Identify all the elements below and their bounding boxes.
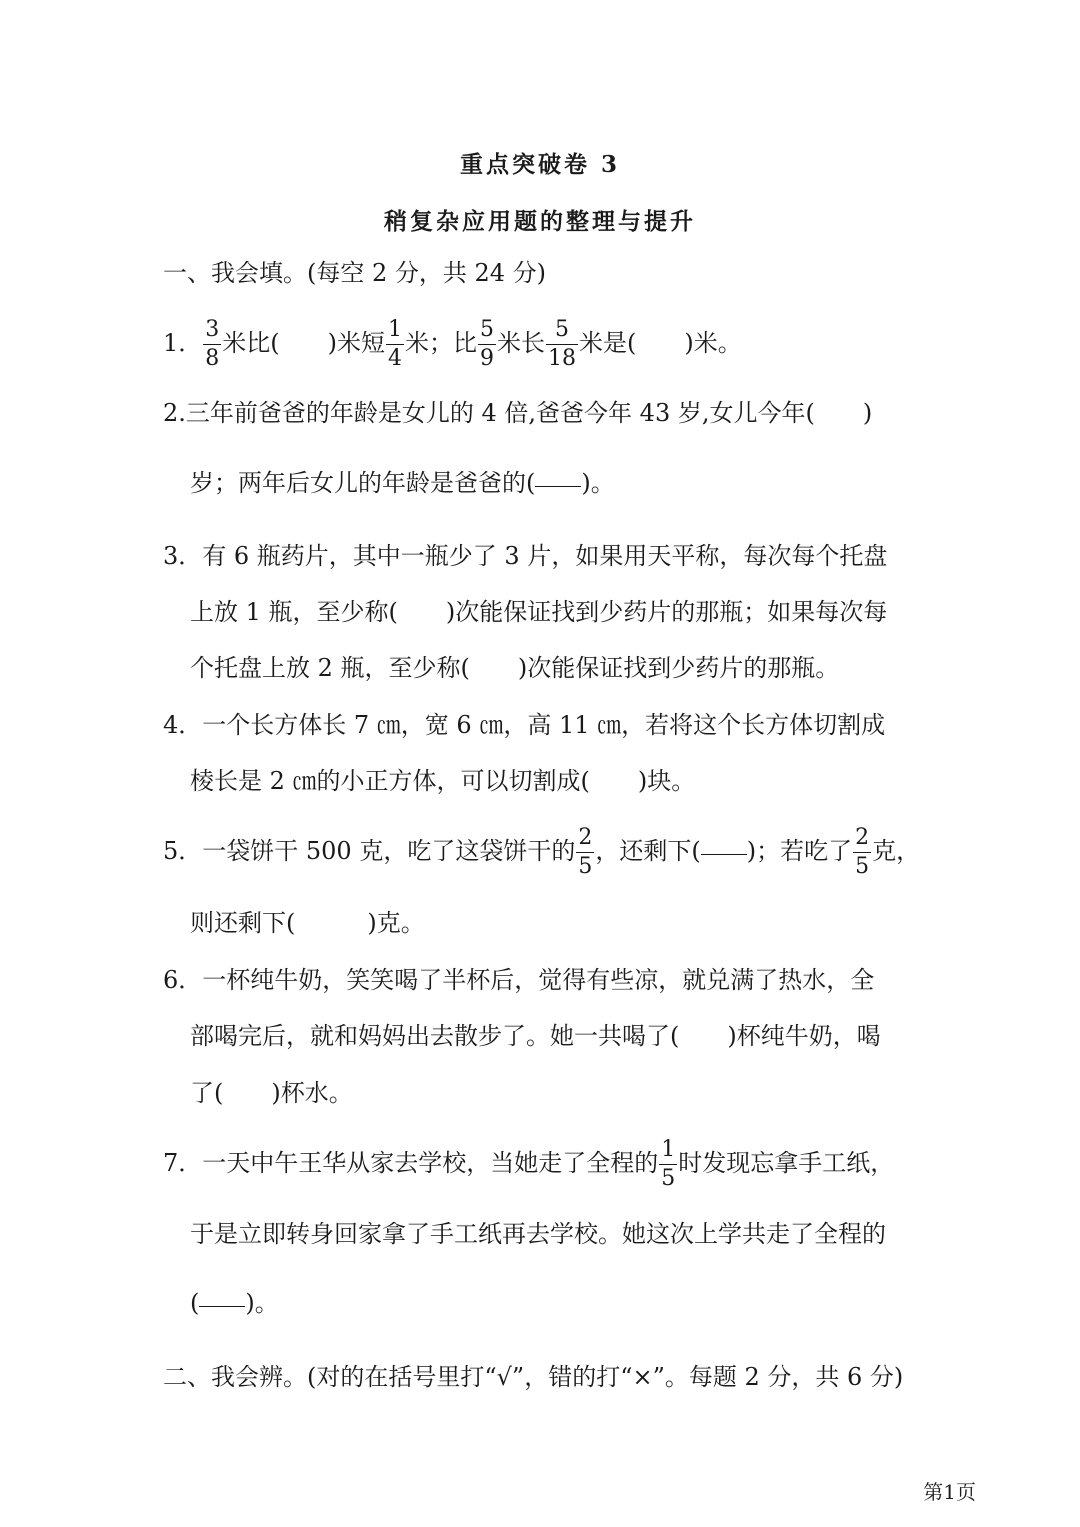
question-3-line-3: 个托盘上放 2 瓶，至少称( )次能保证找到少药片的那瓶。 (190, 654, 840, 682)
fraction: $\frac{1}{5}$ (661, 1137, 676, 1191)
question-number: 1． (163, 329, 203, 357)
question-1 (163, 314, 742, 372)
fraction: $\frac{2}{5}$ (578, 825, 593, 879)
question-4-line-2: 棱长是 2 ㎝的小正方体，可以切割成( )块。 (190, 767, 696, 795)
question-7-line-3: ( )。 (190, 1288, 279, 1320)
section-1-heading: 一、我会填。(每空 2 分，共 24 分) (163, 259, 547, 287)
question-7-line-1: 7．一天中午王华从家去学校，当她走了全程的 $\frac{1}{5}$ 时发现忘拿手工纸， (163, 1137, 895, 1191)
section-2-heading: 二、我会辨。(对的在括号里打“√”，错的打“×”。每题 2 分，共 6 分) (163, 1363, 904, 1391)
question-2-line-1: 2.三年前爸爸的年龄是女儿的 4 倍,爸爸今年 43 岁,女儿今年( ) (163, 399, 873, 427)
question-6-line-1: 6．一杯纯牛奶，笑笑喝了半杯后，觉得有些凉，就兑满了热水，全 (163, 966, 875, 994)
question-6-line-2: 部喝完后，就和妈妈出去散步了。她一共喝了( )杯纯牛奶，喝 (190, 1022, 881, 1050)
fraction-answer-blank (535, 470, 581, 500)
question-3-line-2: 上放 1 瓶，至少称( )次能保证找到少药片的那瓶；如果每次每 (190, 598, 888, 626)
question-text: 米长 (497, 329, 546, 357)
page-number: 第1页 (923, 1480, 976, 1504)
fraction-answer-blank (199, 1290, 245, 1320)
page-title: 重点突破卷 3 (459, 151, 620, 178)
question-text: 米是( )米。 (579, 329, 742, 357)
fraction: $\frac{3}{8}$ (205, 317, 220, 371)
fraction: $\frac{5}{18}$ (548, 317, 577, 371)
question-text: 米比( )米短 (222, 329, 386, 357)
fraction: $\frac{5}{9}$ (480, 317, 495, 371)
question-4-line-1: 4．一个长方体长 7 ㎝，宽 6 ㎝，高 11 ㎝，若将这个长方体切割成 (163, 711, 886, 739)
question-5-line-2: 则还剩下( )克。 (190, 909, 425, 937)
fraction: $\frac{1}{4}$ (388, 317, 403, 371)
question-3-line-1: 3．有 6 瓶药片，其中一瓶少了 3 片，如果用天平称，每次每个托盘 (163, 542, 888, 570)
fraction-answer-blank (701, 824, 747, 882)
question-text: 米；比 (405, 329, 478, 357)
fraction: $\frac{2}{5}$ (855, 825, 870, 879)
page-subtitle: 稍复杂应用题的整理与提升 (384, 208, 696, 235)
question-5-line-1: 5．一袋饼干 500 克，吃了这袋饼干的 $\frac{2}{5}$ ，还剩下( )；若吃了 $\frac{2}{5}$ 克， (163, 822, 920, 882)
question-6-line-3: 了( )杯水。 (190, 1079, 353, 1107)
question-2-line-2: 岁；两年后女儿的年龄是爸爸的( )。 (190, 468, 615, 500)
question-7-line-2: 于是立即转身回家拿了手工纸再去学校。她这次上学共走了全程的 (190, 1220, 886, 1248)
